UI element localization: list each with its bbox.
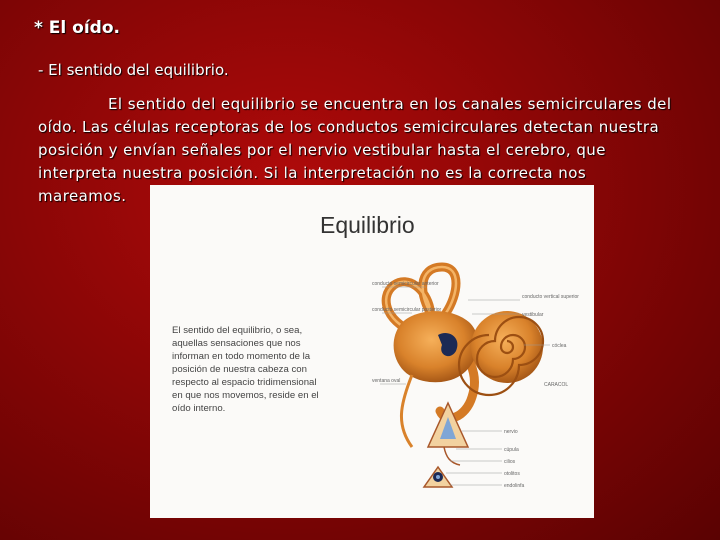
figure-description: El sentido del equilibrio, o sea, aquellas sensaciones que nos informan en todo momento de la posición de nuestra cabeza con respecto al espacio tridimensional en que nos movemos, reside en el oído interno. xyxy=(172,325,319,414)
inner-ear-illustration xyxy=(150,185,594,518)
label-nervio: nervio xyxy=(504,429,518,435)
slide-subtitle: - El sentido del equilibrio. xyxy=(38,61,229,79)
otolith-detail xyxy=(424,467,452,487)
label-cilios: cilios xyxy=(504,459,516,465)
slide-title: * El oído. xyxy=(34,18,120,38)
label-conducto-vertical: conducto vertical superior xyxy=(522,294,579,300)
slide-paragraph: El sentido del equilibrio se encuentra en los canales semicirculares del oído. Las células receptoras de los conductos semicirculares detectan nuestra posición y envían señales por el nervio vestibular hasta el cerebro, que interpreta nuestra posición. Si la interpretación no es la correcta nos mareamos. xyxy=(38,95,672,205)
figure-title: Equilibrio xyxy=(320,212,415,238)
label-conducto-anterior: conducto semicircular anterior xyxy=(372,281,439,287)
label-otolitos: otolitos xyxy=(504,471,520,477)
label-vestibular: vestibular xyxy=(522,312,544,318)
label-cupula: cúpula xyxy=(504,447,519,453)
label-endolinfa: endolinfa xyxy=(504,483,525,489)
equilibrium-figure xyxy=(150,185,594,518)
label-conducto-posterior: conducto semicircular posterior xyxy=(372,307,442,313)
label-ventana-oval: ventana oval xyxy=(372,378,401,384)
label-caracol: CARACOL xyxy=(544,382,569,388)
label-coclea: cóclea xyxy=(552,343,567,349)
